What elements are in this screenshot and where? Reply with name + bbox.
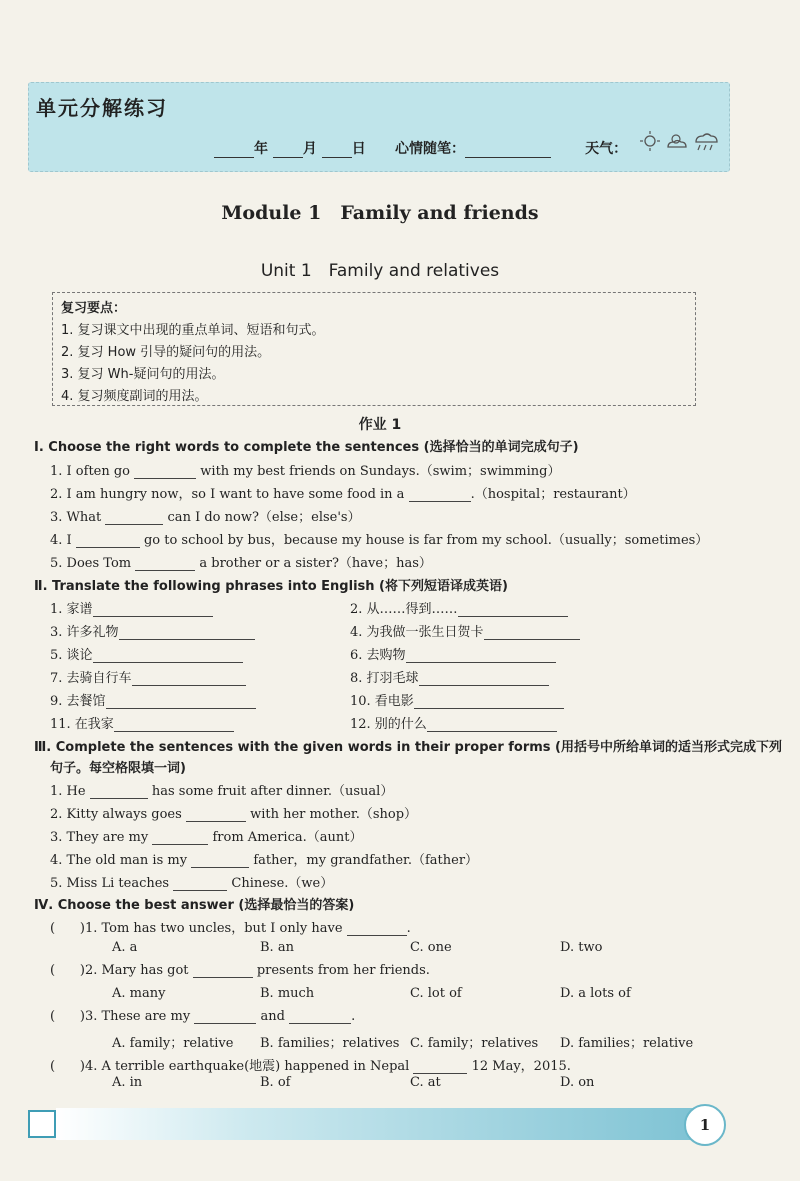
answer-blank[interactable] <box>458 602 568 617</box>
answer-blank[interactable] <box>194 1009 256 1024</box>
answer-blank[interactable] <box>289 1009 351 1024</box>
option: A. many <box>112 986 166 1001</box>
section-1-title: Ⅰ. Choose the right words to complete the sentences (选择恰当的单词完成句子) <box>34 440 579 455</box>
answer-blank[interactable] <box>414 694 564 709</box>
answer-blank[interactable] <box>114 717 234 732</box>
review-item: 1. 复习课文中出现的重点单词、短语和句式。 <box>61 323 325 338</box>
review-item: 2. 复习 How 引导的疑问句的用法。 <box>61 345 271 360</box>
unit-title: Unit 1 Family and relatives <box>260 261 500 281</box>
section-3-title-cont: 句子。每空格限填一词) <box>50 761 186 776</box>
question: 1. I often go with my best friends on Sundays.（swim；swimming） <box>50 464 561 479</box>
question: 3. They are my from America.（aunt） <box>50 830 363 845</box>
homework-title: 作业 1 <box>358 417 402 433</box>
phrase-item: 2. 从……得到…… <box>350 598 568 617</box>
answer-blank[interactable] <box>406 648 556 663</box>
phrase-item: 5. 谈论 <box>50 644 243 663</box>
module-title: Module 1 Family and friends <box>221 202 539 224</box>
option: C. at <box>410 1075 441 1090</box>
phrase-item: 12. 别的什么 <box>350 713 557 732</box>
answer-blank[interactable] <box>132 671 246 686</box>
answer-blank[interactable] <box>193 963 253 978</box>
option: D. two <box>560 940 603 955</box>
section-3-title: Ⅲ. Complete the sentences with the given words in their proper forms (用括号中所给单词的适当形式完成下列 <box>34 740 783 755</box>
answer-blank[interactable] <box>93 602 213 617</box>
phrase-item: 1. 家谱 <box>50 598 213 617</box>
page-number: 1 <box>684 1104 726 1146</box>
option: A. in <box>112 1075 143 1090</box>
section-2-title: Ⅱ. Translate the following phrases into English (将下列短语译成英语) <box>34 579 508 594</box>
question: 3. What can I do now?（else；else's） <box>50 510 361 525</box>
question: ( )3. These are my and . <box>50 1009 356 1024</box>
question: 5. Miss Li teaches Chinese.（we） <box>50 876 334 891</box>
answer-blank[interactable] <box>106 694 256 709</box>
answer-blank[interactable] <box>152 830 208 845</box>
answer-blank[interactable] <box>347 921 407 936</box>
answer-blank[interactable] <box>173 876 227 891</box>
option: B. families；relatives <box>260 1036 400 1051</box>
sun-icon <box>640 131 660 151</box>
answer-blank[interactable] <box>427 717 557 732</box>
phrase-item: 4. 为我做一张生日贺卡 <box>350 621 580 640</box>
review-title: 复习要点： <box>61 301 127 316</box>
footer-square-icon <box>28 1110 56 1138</box>
review-item: 3. 复习 Wh-疑问句的用法。 <box>61 367 225 382</box>
phrase-item: 11. 在我家 <box>50 713 234 732</box>
question: 5. Does Tom a brother or a sister?（have；has） <box>50 556 432 571</box>
question: 2. I am hungry now，so I want to have some food in a .（hospital；restaurant） <box>50 487 636 502</box>
review-box <box>52 292 696 406</box>
answer-blank[interactable] <box>119 625 255 640</box>
question: 1. He has some fruit after dinner.（usual） <box>50 784 394 799</box>
answer-blank[interactable] <box>90 784 148 799</box>
section-title: 单元分解练习 <box>36 96 168 120</box>
question: 4. I go to school by bus，because my house is far from my school.（usually；sometimes） <box>50 533 709 548</box>
option: D. on <box>560 1075 595 1090</box>
option: A. family；relative <box>112 1036 234 1051</box>
answer-blank[interactable] <box>134 464 196 479</box>
answer-blank[interactable] <box>93 648 243 663</box>
option: B. an <box>260 940 294 955</box>
question: 2. Kitty always goes with her mother.（shop） <box>50 807 418 822</box>
option: C. one <box>410 940 452 955</box>
answer-blank[interactable] <box>135 556 195 571</box>
option: C. family；relatives <box>410 1036 539 1051</box>
phrase-item: 8. 打羽毛球 <box>350 667 549 686</box>
question: ( )2. Mary has got presents from her friends. <box>50 963 430 978</box>
weather-icon-set <box>640 130 720 152</box>
question: ( )4. A terrible earthquake(地震) happened in Nepal 12 May，2015. <box>50 1059 571 1074</box>
cloud-sun-icon <box>668 135 686 147</box>
option: A. a <box>112 940 138 955</box>
phrase-item: 6. 去购物 <box>350 644 556 663</box>
answer-blank[interactable] <box>76 533 140 548</box>
answer-blank[interactable] <box>409 487 471 502</box>
option: D. families；relative <box>560 1036 694 1051</box>
option: D. a lots of <box>560 986 631 1001</box>
phrase-item: 9. 去餐馆 <box>50 690 256 709</box>
answer-blank[interactable] <box>419 671 549 686</box>
phrase-item: 3. 许多礼物 <box>50 621 255 640</box>
review-item: 4. 复习频度副词的用法。 <box>61 389 208 404</box>
phrase-item: 7. 去骑自行车 <box>50 667 246 686</box>
rain-cloud-icon <box>696 134 717 150</box>
footer-band <box>56 1108 696 1140</box>
answer-blank[interactable] <box>413 1059 467 1074</box>
answer-blank[interactable] <box>105 510 163 525</box>
answer-blank[interactable] <box>191 853 249 868</box>
question: 4. The old man is my father，my grandfather.（father） <box>50 853 479 868</box>
option: B. of <box>260 1075 291 1090</box>
question: ( )1. Tom has two uncles，but I only have . <box>50 921 411 936</box>
answer-blank[interactable] <box>484 625 580 640</box>
option: C. lot of <box>410 986 462 1001</box>
section-4-title: Ⅳ. Choose the best answer (选择最恰当的答案) <box>34 898 355 913</box>
phrase-item: 10. 看电影 <box>350 690 564 709</box>
option: B. much <box>260 986 315 1001</box>
date-mood-row: 年 月 日 心情随笔： 天气： <box>214 138 627 158</box>
answer-blank[interactable] <box>186 807 246 822</box>
